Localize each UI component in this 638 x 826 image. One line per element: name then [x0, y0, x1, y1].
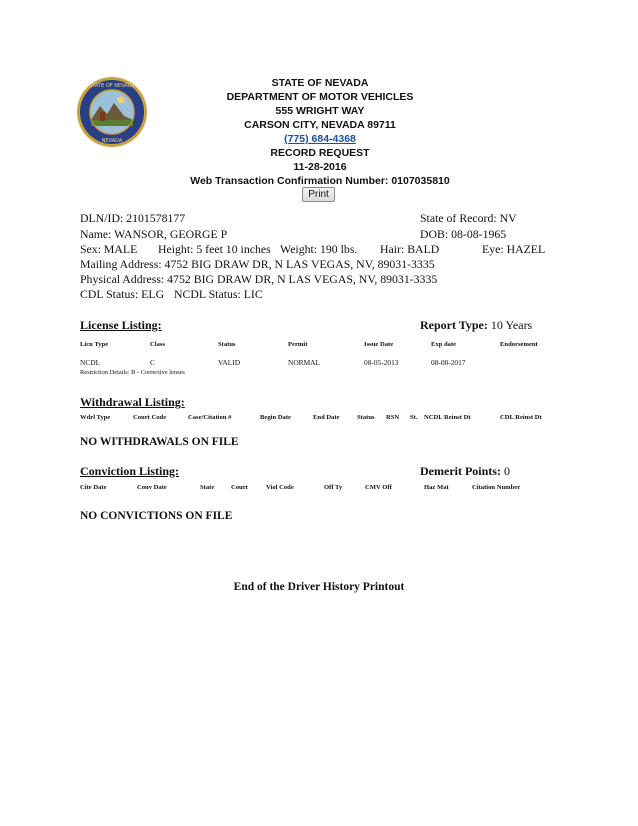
state-of-record: State of Record: NV: [420, 211, 517, 225]
no-withdrawals-message: NO WITHDRAWALS ON FILE: [80, 436, 239, 448]
demerit-points: [420, 464, 510, 479]
restriction-details: Restriction Details: B - Corrective lenses: [80, 369, 185, 376]
header-line-street: 555 WRIGHT WAY: [275, 105, 365, 117]
col-cdl-reinst: CDL Reinst Dt: [500, 414, 542, 421]
col-endorsement: Endorsement: [500, 341, 538, 348]
seal-bottom-text: NEVADA: [101, 138, 123, 144]
header-line-department: DEPARTMENT OF MOTOR VEHICLES: [226, 91, 414, 103]
license-issue-date: 08-05-2013: [364, 358, 399, 367]
cdl-status: CDL Status: ELG: [80, 287, 165, 301]
col-haz-mat: Haz Mat: [424, 484, 449, 491]
col-citation-number: Citation Number: [472, 484, 521, 491]
col-conv-date: Conv Date: [137, 484, 167, 491]
request-title: RECORD REQUEST: [270, 147, 370, 159]
end-of-printout: End of the Driver History Printout: [233, 581, 405, 593]
col-court: Court: [231, 484, 248, 491]
phone-link[interactable]: (775) 684-4368: [284, 133, 356, 145]
print-button[interactable]: Print: [302, 187, 335, 202]
col-class: Class: [150, 341, 166, 348]
confirmation-number: Web Transaction Confirmation Number: 0107035810: [190, 175, 450, 187]
col-cmv-off: CMV Off: [365, 484, 392, 491]
header-line-state: STATE OF NEVADA: [271, 77, 369, 89]
col-issue-date: Issue Date: [364, 341, 394, 348]
driver-eye: Eye: HAZEL: [482, 242, 546, 256]
driver-weight: Weight: 190 lbs.: [280, 242, 358, 256]
driver-name: Name: WANSOR, GEORGE P: [80, 227, 228, 241]
license-exp-date: 08-08-2017: [431, 358, 466, 367]
dln-id: DLN/ID: 2101578177: [80, 211, 186, 225]
driver-dob: DOB: 08-08-1965: [420, 227, 507, 241]
header-line-city: CARSON CITY, NEVADA 89711: [244, 119, 396, 131]
col-conv-state: State: [200, 484, 215, 491]
col-st: St.: [410, 414, 418, 421]
demerit-points-value: 0: [503, 464, 510, 478]
agency-header: [150, 76, 490, 174]
physical-address: Physical Address: 4752 BIG DRAW DR, N LAS VEGAS, NV, 89031-3335: [80, 272, 438, 286]
col-end-date: End Date: [313, 414, 340, 421]
conviction-listing-title: Conviction Listing:: [80, 464, 180, 478]
driver-height: Height: 5 feet 10 inches: [158, 242, 271, 256]
col-viol-code: Viol Code: [266, 484, 294, 491]
col-permit: Permit: [288, 341, 308, 348]
demerit-points-label: Demerit Points:: [420, 464, 501, 478]
seal-top-text: STATE OF NEVADA: [89, 83, 135, 89]
license-licn-type: NCDL: [80, 358, 101, 367]
withdrawal-listing-title: Withdrawal Listing:: [80, 395, 185, 409]
report-type-value: 10 Years: [490, 318, 533, 332]
col-ncdl-reinst: NCDL Reinst Dt: [424, 414, 471, 421]
driver-hair: Hair: BALD: [380, 242, 440, 256]
col-case-citation: Case/Citation #: [188, 414, 232, 421]
col-begin-date: Begin Date: [260, 414, 291, 421]
report-type: [420, 318, 532, 333]
request-date: 11-28-2016: [293, 161, 347, 173]
driver-sex: Sex: MALE: [80, 242, 138, 256]
col-wdrl-type: Wdrl Type: [80, 414, 111, 421]
license-class: C: [150, 358, 155, 367]
col-rsn: RSN: [386, 414, 400, 421]
license-status: VALID: [218, 358, 241, 367]
col-exp-date: Exp date: [431, 341, 457, 348]
ncdl-status: NCDL Status: LIC: [174, 287, 263, 301]
report-type-label: Report Type:: [420, 318, 488, 332]
col-court-code: Court Code: [133, 414, 167, 421]
no-convictions-message: NO CONVICTIONS ON FILE: [80, 510, 233, 522]
col-off-ty: Off Ty: [324, 484, 343, 491]
mailing-address: Mailing Address: 4752 BIG DRAW DR, N LAS VEGAS, NV, 89031-3335: [80, 257, 435, 271]
license-listing-title: License Listing:: [80, 318, 162, 332]
col-cite-date: Cite Date: [80, 484, 107, 491]
col-status: Status: [218, 341, 236, 348]
col-licn-type: Licn Type: [80, 341, 109, 348]
col-wdrl-status: Status: [357, 414, 375, 421]
nevada-state-seal-icon: [76, 76, 148, 148]
license-permit: NORMAL: [288, 358, 321, 367]
